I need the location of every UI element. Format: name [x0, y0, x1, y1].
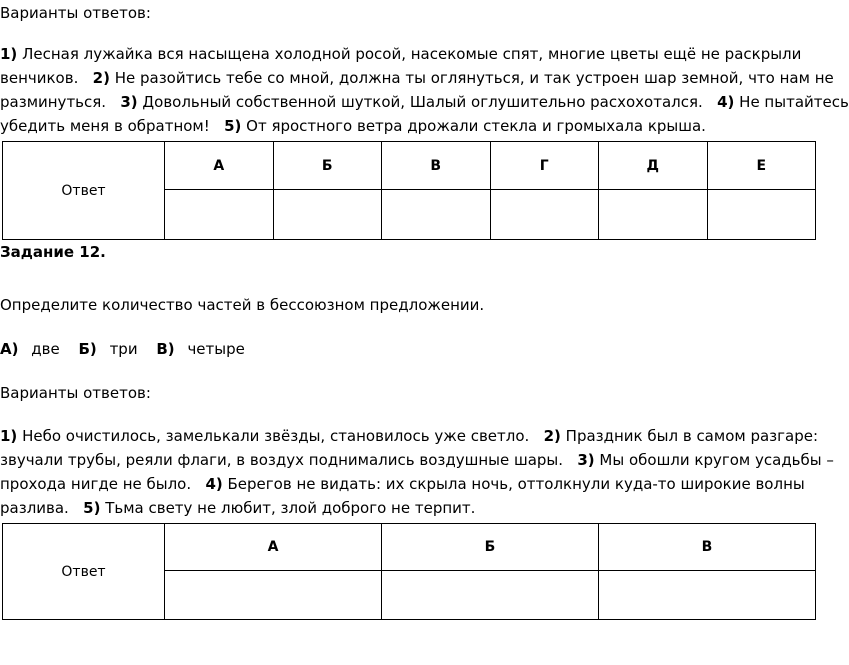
- answer-column-header: Д: [599, 142, 708, 190]
- option-letter: А): [0, 340, 19, 358]
- variant-number: 5): [83, 499, 101, 517]
- option-text: три: [109, 340, 138, 358]
- answer-cell[interactable]: [273, 190, 382, 240]
- answer-table-1: [2, 141, 816, 240]
- option-text: четыре: [187, 340, 245, 358]
- variant-text: Небо очистилось, замелькали звёзды, становилось уже светло.: [17, 427, 544, 445]
- answer-column-header: В: [382, 142, 491, 190]
- answer-cell[interactable]: [490, 190, 599, 240]
- answer-column-header: Б: [382, 524, 599, 571]
- answer-options: [0, 338, 245, 360]
- variant-number: 2): [92, 69, 110, 87]
- variant-text: звучали трубы, реяли флаги, в воздух поднимались воздушные шары.: [0, 451, 578, 469]
- variant-text: От яростного ветра дрожали стекла и громыхала крыша.: [241, 117, 706, 135]
- variant-number: 5): [224, 117, 242, 135]
- answer-column-header: А: [165, 524, 382, 571]
- answer-cell[interactable]: [707, 190, 816, 240]
- answer-column-header: Е: [707, 142, 816, 190]
- variant-text: Не пытайтесь: [734, 93, 849, 111]
- variant-text: Лесная лужайка вся насыщена холодной росой, насекомые спят, многие цветы ещё не раскрыли: [17, 45, 802, 63]
- variant-text: венчиков.: [0, 69, 93, 87]
- answer-column-header: Б: [273, 142, 382, 190]
- variant-text: Берегов не видать: их скрыла ночь, оттолкнули куда-то широкие волны: [222, 475, 805, 493]
- variants-heading-1: Варианты ответов:: [0, 4, 151, 22]
- answer-row-label: Ответ: [3, 142, 165, 240]
- variant-text: Мы обошли кругом усадьбы –: [594, 451, 834, 469]
- variants-line: [0, 425, 818, 447]
- option-letter: В): [156, 340, 175, 358]
- variant-text: Не разойтись тебе со мной, должна ты оглянуться, и так устроен шар земной, что нам не: [109, 69, 834, 87]
- variants-line: [0, 91, 849, 113]
- variant-text: убедить меня в обратном!: [0, 117, 225, 135]
- variant-number: 1): [0, 427, 18, 445]
- variant-number: 3): [577, 451, 595, 469]
- answer-column-header: Г: [490, 142, 599, 190]
- variant-text: прохода нигде не было.: [0, 475, 206, 493]
- variants-line: [0, 449, 834, 471]
- variant-number: 4): [717, 93, 735, 111]
- variants-line: [0, 497, 475, 519]
- answer-cell[interactable]: [382, 190, 491, 240]
- variants-line: [0, 115, 706, 137]
- variant-text: разлива.: [0, 499, 84, 517]
- variant-text: Праздник был в самом разгаре:: [560, 427, 819, 445]
- answer-cell[interactable]: [165, 190, 274, 240]
- answer-table-2: [2, 523, 816, 620]
- answer-cell[interactable]: [599, 571, 816, 620]
- variants-line: [0, 67, 834, 89]
- task-title: Задание 12.: [0, 243, 106, 261]
- answer-cell[interactable]: [382, 571, 599, 620]
- variants-line: [0, 473, 805, 495]
- answer-row-label: Ответ: [3, 524, 165, 620]
- answer-column-header: А: [165, 142, 274, 190]
- variant-number: 4): [205, 475, 223, 493]
- variants-line: [0, 43, 801, 65]
- variant-text: Довольный собственной шуткой, Шалый оглушительно расхохотался.: [137, 93, 718, 111]
- answer-column-header: В: [599, 524, 816, 571]
- option-letter: Б): [78, 340, 97, 358]
- variant-number: 1): [0, 45, 18, 63]
- option-text: две: [31, 340, 60, 358]
- variant-text: Тьма свету не любит, злой доброго не терпит.: [100, 499, 476, 517]
- variant-number: 2): [543, 427, 561, 445]
- variants-heading-2: Варианты ответов:: [0, 384, 151, 402]
- variant-number: 3): [120, 93, 138, 111]
- task-question: Определите количество частей в бессоюзном предложении.: [0, 296, 485, 314]
- variant-text: разминуться.: [0, 93, 121, 111]
- answer-cell[interactable]: [165, 571, 382, 620]
- answer-cell[interactable]: [599, 190, 708, 240]
